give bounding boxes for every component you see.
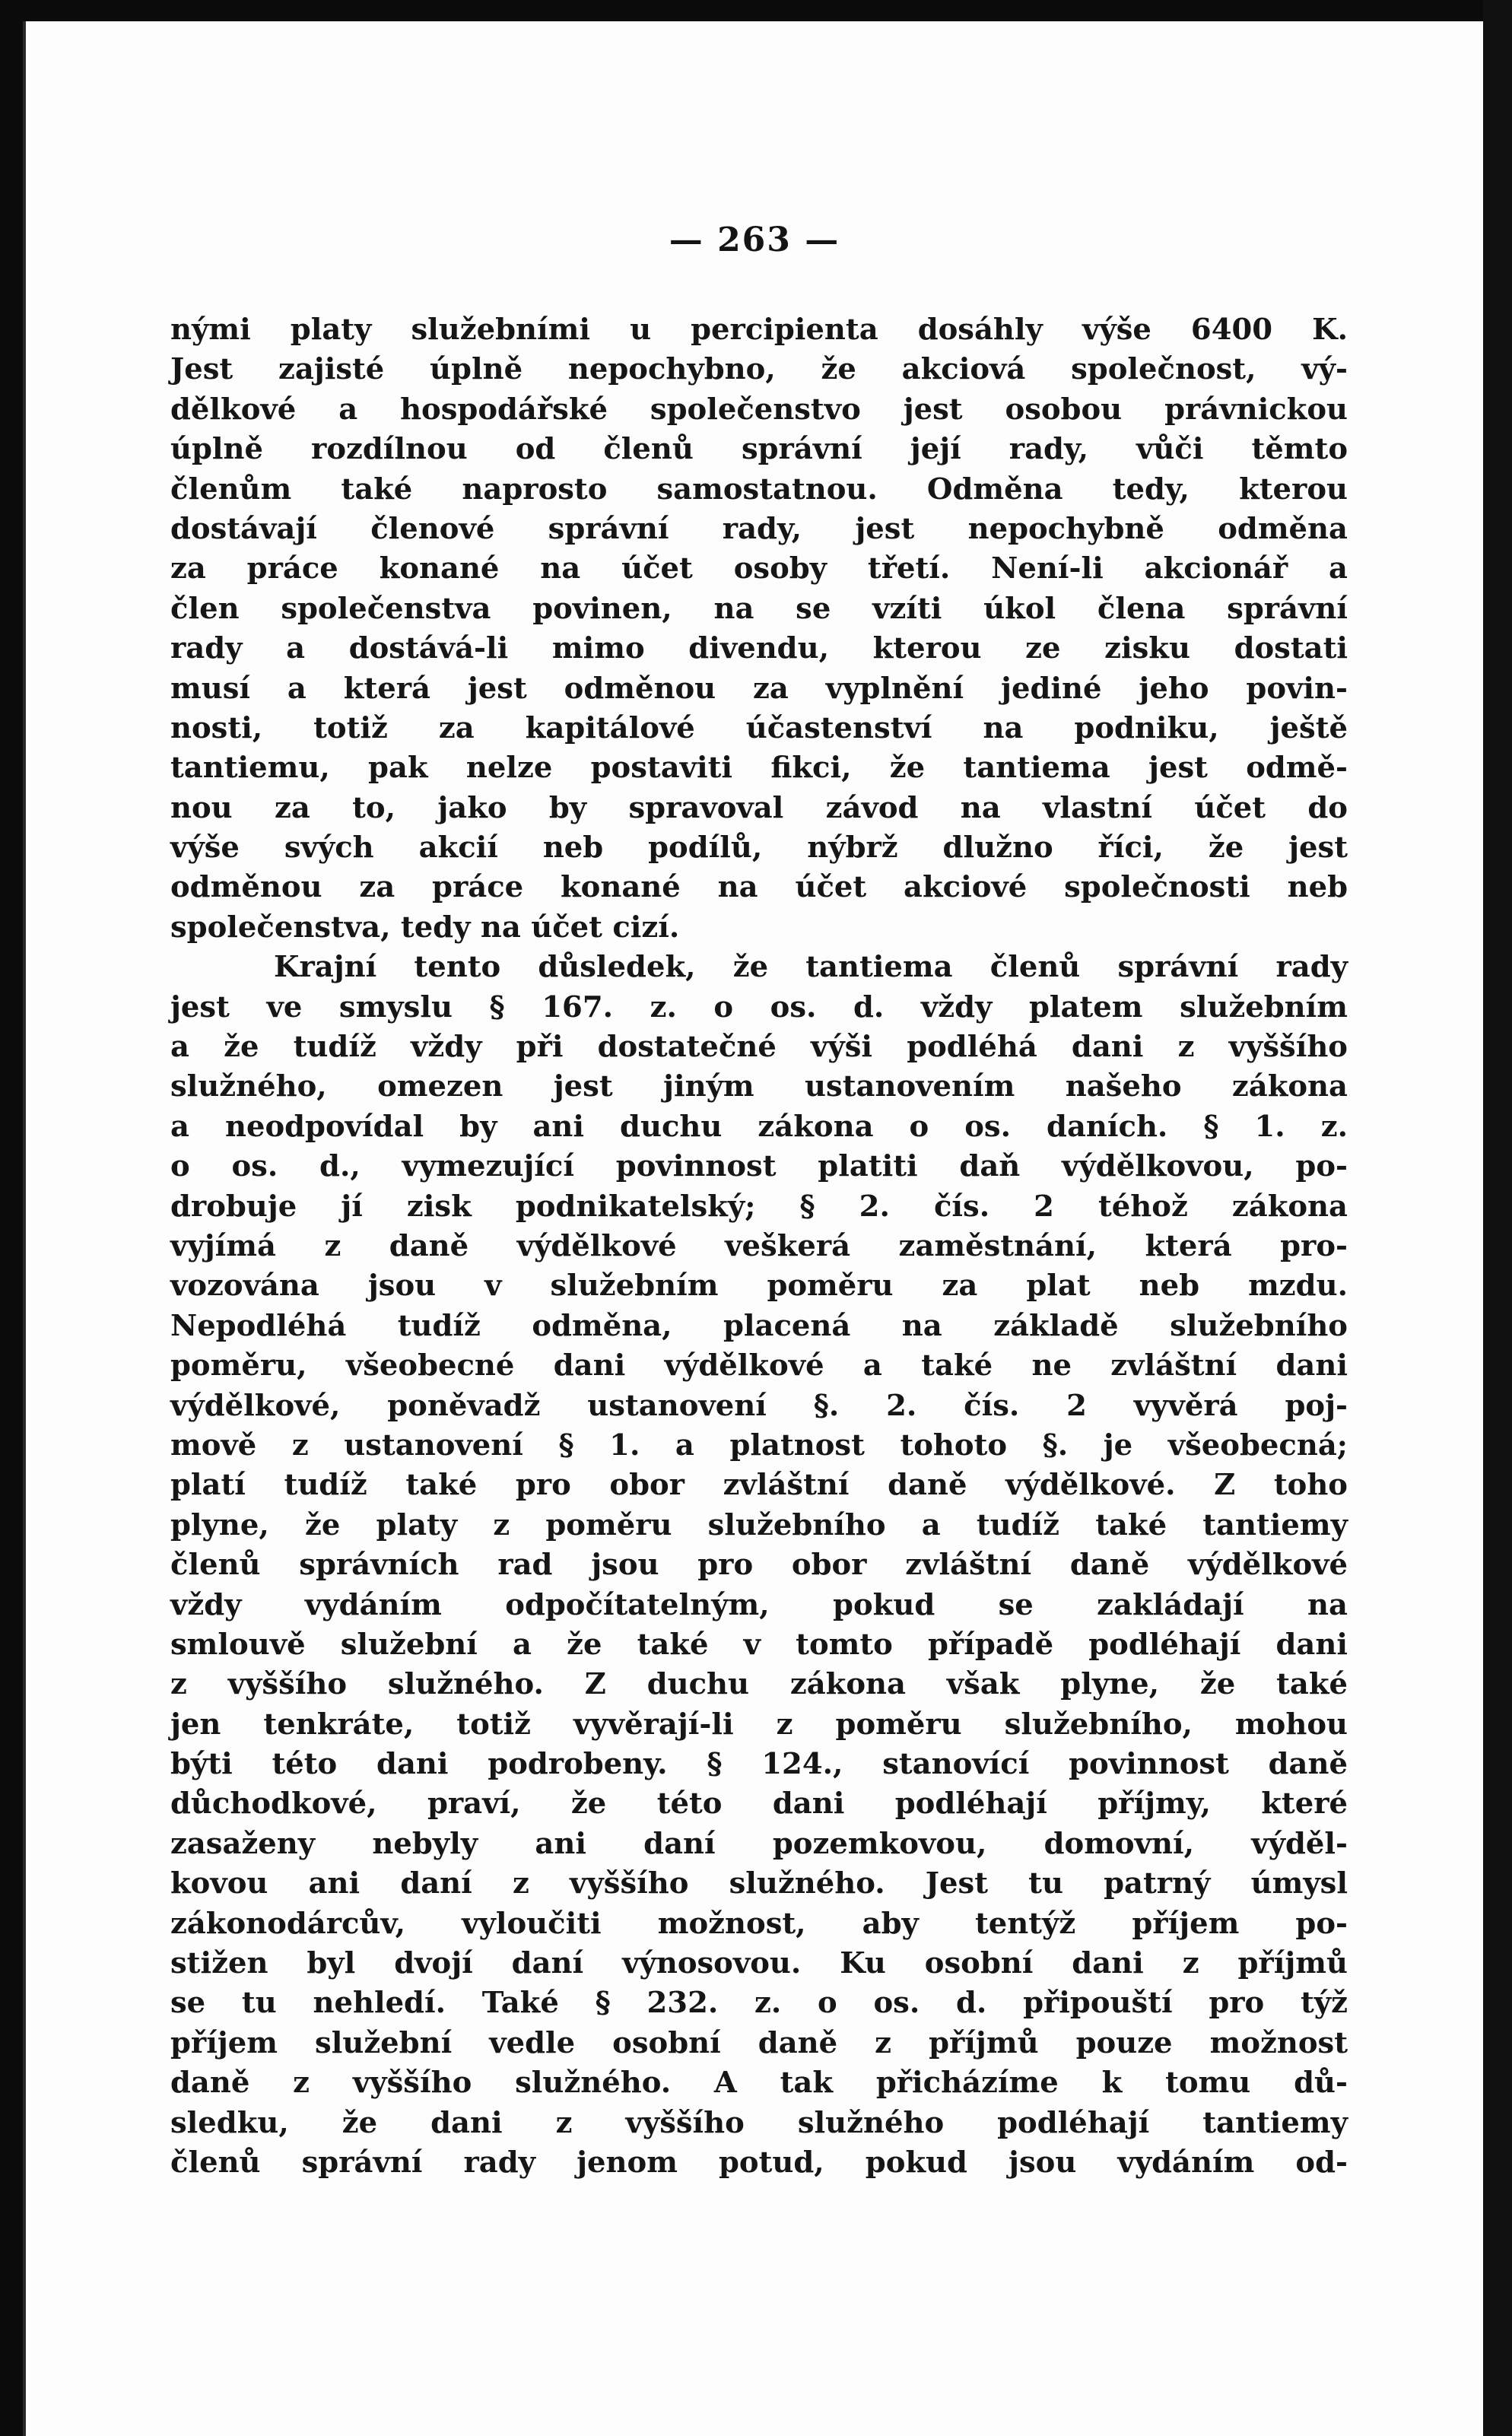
text-line: členů správních rad jsou pro obor zvláštní daně výdělkové [170, 1548, 1348, 1583]
book-page [23, 21, 1483, 2436]
text-line: smlouvě služební a že také v tomto případě podléhají dani [170, 1627, 1348, 1662]
text-line: nou za to, jako by spravoval závod na vlastní účet do [170, 790, 1348, 825]
text-line: nými platy služebními u percipienta dosáhly výše 6400 K. [170, 313, 1348, 347]
text-line: dostávají členové správní rady, jest nepochybně odměna [170, 511, 1348, 546]
text-line: mově z ustanovení § 1. a platnost tohoto §. je všeobecná; [170, 1428, 1348, 1463]
text-line: sledku, že dani z vyššího služného podléhají tantiemy [170, 2105, 1348, 2140]
text-line: vždy vydáním odpočítatelným, pokud se zakládají na [170, 1587, 1348, 1622]
text-line: služného, omezen jest jiným ustanovením našeho zákona [170, 1069, 1348, 1104]
text-line: jest ve smyslu § 167. z. o os. d. vždy platem služebním [170, 989, 1348, 1024]
text-line: Krajní tento důsledek, že tantiema členů správní rady [274, 950, 1348, 985]
text-line: a neodpovídal by ani duchu zákona o os. daních. § 1. z. [170, 1109, 1348, 1144]
scan-edge [1483, 0, 1512, 2436]
text-line: Jest zajisté úplně nepochybno, že akciová společnost, vý- [170, 352, 1348, 387]
text-line: daně z vyššího služného. A tak přicházíme k tomu dů- [170, 2066, 1348, 2101]
page-number: — 263 — [669, 221, 840, 259]
text-line: z vyššího služného. Z duchu zákona však plyne, že také [170, 1667, 1348, 1702]
text-line: platí tudíž také pro obor zvláštní daně výdělkové. Z toho [170, 1468, 1348, 1503]
text-line: vozována jsou v služebním poměru za plat neb mzdu. [170, 1269, 1348, 1304]
text-line: kovou ani daní z vyššího služného. Jest tu patrný úmysl [170, 1866, 1348, 1901]
text-line: výše svých akcií neb podílů, nýbrž dlužno říci, že jest [170, 831, 1348, 865]
text-line: zákonodárcův, vyloučiti možnost, aby tentýž příjem po- [170, 1906, 1348, 1941]
text-line: členům také naprosto samostatnou. Odměna tedy, kterou [170, 472, 1348, 507]
text-line: rady a dostává-li mimo divendu, kterou ze zisku dostati [170, 631, 1348, 666]
text-line: odměnou za práce konané na účet akciové společnosti neb [170, 870, 1348, 905]
text-line: společenstva, tedy na účet cizí. [170, 910, 680, 945]
text-line: důchodkové, praví, že této dani podléhají příjmy, které [170, 1787, 1348, 1821]
text-line: se tu nehledí. Také § 232. z. o os. d. připouští pro týž [170, 1986, 1348, 2021]
text-line: drobuje jí zisk podnikatelský; § 2. čís. 2 téhož zákona [170, 1189, 1348, 1224]
body-text [170, 310, 1348, 2183]
text-line: úplně rozdílnou od členů správní její rady, vůči těmto [170, 432, 1348, 467]
text-line: plyne, že platy z poměru služebního a tudíž také tantiemy [170, 1507, 1348, 1542]
text-line: jen tenkráte, totiž vyvěrají-li z poměru služebního, mohou [170, 1707, 1348, 1742]
text-line: býti této dani podrobeny. § 124., stanovící povinnost daně [170, 1747, 1348, 1782]
text-line: o os. d., vymezující povinnost platiti daň výdělkovou, po- [170, 1149, 1348, 1184]
text-line: musí a která jest odměnou za vyplnění jediné jeho povin- [170, 671, 1348, 706]
text-line: člen společenstva povinen, na se vzíti úkol člena správní [170, 591, 1348, 626]
text-line: a že tudíž vždy při dostatečné výši podléhá dani z vyššího [170, 1030, 1348, 1065]
text-line: zasaženy nebyly ani daní pozemkovou, domovní, výděl- [170, 1826, 1348, 1861]
text-line: Nepodléhá tudíž odměna, placená na základě služebního [170, 1308, 1348, 1343]
text-line: vyjímá z daně výdělkové veškerá zaměstnání, která pro- [170, 1228, 1348, 1263]
text-line: členů správní rady jenom potud, pokud jsou vydáním od- [170, 2145, 1348, 2180]
text-line: stižen byl dvojí daní výnosovou. Ku osobní dani z příjmů [170, 1946, 1348, 1981]
text-line: nosti, totiž za kapitálové účastenství na podniku, ještě [170, 710, 1348, 745]
text-line: za práce konané na účet osoby třetí. Není-li akcionář a [170, 551, 1348, 586]
text-line: tantiemu, pak nelze postaviti fikci, že tantiema jest odmě- [170, 751, 1348, 786]
text-line: výdělkové, poněvadž ustanovení §. 2. čís. 2 vyvěrá poj- [170, 1388, 1348, 1423]
text-line: příjem služební vedle osobní daně z příjmů pouze možnost [170, 2025, 1348, 2060]
text-line: dělkové a hospodářské společenstvo jest osobou právnickou [170, 392, 1348, 427]
text-line: poměru, všeobecné dani výdělkové a také ne zvláštní dani [170, 1348, 1348, 1383]
